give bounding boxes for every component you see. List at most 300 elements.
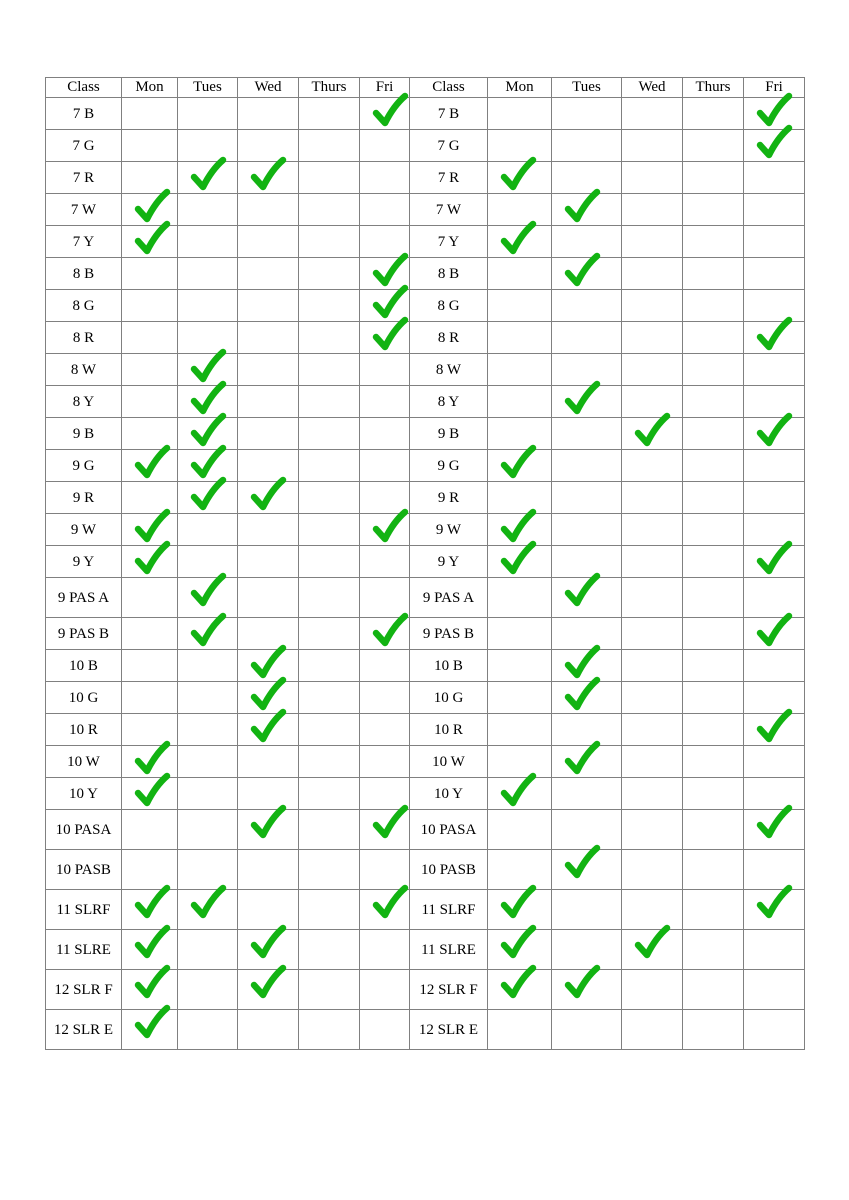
table-row <box>46 130 805 162</box>
wed-cell <box>622 682 683 714</box>
fri-cell <box>360 850 410 890</box>
fri-cell <box>360 546 410 578</box>
checkmark-icon <box>372 253 408 289</box>
header-row <box>46 78 805 98</box>
wed-cell <box>622 130 683 162</box>
fri-cell <box>744 970 805 1010</box>
tues-cell <box>552 418 622 450</box>
mon-cell <box>488 1010 552 1050</box>
fri-cell <box>744 322 805 354</box>
fri-cell <box>360 130 410 162</box>
thurs-cell <box>683 258 744 290</box>
thurs-cell <box>683 1010 744 1050</box>
table-row <box>46 450 805 482</box>
class-name-cell: 9 PAS B <box>46 618 122 650</box>
header-fri: Fri <box>744 78 805 98</box>
class-name-cell: 10 W <box>410 746 488 778</box>
mon-cell <box>122 810 178 850</box>
checkmark-icon <box>190 413 226 449</box>
tues-cell <box>178 650 238 682</box>
mon-cell <box>122 682 178 714</box>
wed-cell <box>238 482 299 514</box>
class-name-cell: 12 SLR E <box>410 1010 488 1050</box>
wed-cell <box>622 450 683 482</box>
thurs-cell <box>299 850 360 890</box>
fri-cell <box>744 194 805 226</box>
mon-cell <box>122 354 178 386</box>
mon-cell <box>122 226 178 258</box>
fri-cell <box>744 746 805 778</box>
mon-cell <box>122 618 178 650</box>
checkmark-icon <box>190 381 226 417</box>
tues-cell <box>178 578 238 618</box>
wed-cell <box>622 850 683 890</box>
wed-cell <box>622 578 683 618</box>
class-name-cell: 7 Y <box>46 226 122 258</box>
table-row <box>46 970 805 1010</box>
thurs-cell <box>299 650 360 682</box>
class-name-cell: 9 G <box>46 450 122 482</box>
class-name-cell: 9 PAS B <box>410 618 488 650</box>
mon-cell <box>488 386 552 418</box>
tues-cell <box>178 482 238 514</box>
checkmark-icon <box>500 445 536 481</box>
tues-cell <box>178 226 238 258</box>
class-name-cell: 8 G <box>410 290 488 322</box>
tues-cell <box>178 194 238 226</box>
thurs-cell <box>683 226 744 258</box>
wed-cell <box>622 482 683 514</box>
fri-cell <box>744 482 805 514</box>
table-row <box>46 386 805 418</box>
class-name-cell: 9 Y <box>46 546 122 578</box>
thurs-cell <box>683 682 744 714</box>
checkmark-icon <box>500 157 536 193</box>
fri-cell <box>360 162 410 194</box>
mon-cell <box>122 322 178 354</box>
class-name-cell: 7 Y <box>410 226 488 258</box>
wed-cell <box>238 322 299 354</box>
table-row <box>46 290 805 322</box>
thurs-cell <box>299 130 360 162</box>
class-name-cell: 9 R <box>46 482 122 514</box>
wed-cell <box>238 290 299 322</box>
header-fri: Fri <box>360 78 410 98</box>
wed-cell <box>238 354 299 386</box>
table-row <box>46 682 805 714</box>
class-name-cell: 8 Y <box>410 386 488 418</box>
table-row <box>46 618 805 650</box>
fri-cell <box>744 418 805 450</box>
mon-cell <box>122 930 178 970</box>
mon-cell <box>122 386 178 418</box>
class-name-cell: 7 R <box>410 162 488 194</box>
thurs-cell <box>299 354 360 386</box>
class-name-cell: 10 PASA <box>46 810 122 850</box>
table-row <box>46 578 805 618</box>
thurs-cell <box>299 578 360 618</box>
thurs-cell <box>299 514 360 546</box>
checkmark-icon <box>500 925 536 961</box>
mon-cell <box>488 450 552 482</box>
class-name-cell: 8 B <box>46 258 122 290</box>
thurs-cell <box>299 930 360 970</box>
thurs-cell <box>683 650 744 682</box>
class-name-cell: 11 SLRF <box>46 890 122 930</box>
thurs-cell <box>683 194 744 226</box>
header-class: Class <box>410 78 488 98</box>
checkmark-icon <box>564 845 600 881</box>
checkmark-icon <box>134 741 170 777</box>
mon-cell <box>488 618 552 650</box>
checkmark-icon <box>564 677 600 713</box>
fri-cell <box>744 354 805 386</box>
class-name-cell: 12 SLR F <box>46 970 122 1010</box>
wed-cell <box>622 714 683 746</box>
fri-cell <box>360 418 410 450</box>
wed-cell <box>622 98 683 130</box>
thurs-cell <box>683 890 744 930</box>
class-name-cell: 7 W <box>410 194 488 226</box>
class-name-cell: 9 W <box>410 514 488 546</box>
wed-cell <box>238 578 299 618</box>
mon-cell <box>122 258 178 290</box>
table-row <box>46 1010 805 1050</box>
wed-cell <box>238 890 299 930</box>
mon-cell <box>488 354 552 386</box>
mon-cell <box>122 650 178 682</box>
thurs-cell <box>683 514 744 546</box>
wed-cell <box>622 1010 683 1050</box>
mon-cell <box>122 850 178 890</box>
wed-cell <box>238 714 299 746</box>
class-name-cell: 11 SLRE <box>410 930 488 970</box>
wed-cell <box>622 290 683 322</box>
thurs-cell <box>299 810 360 850</box>
table-row <box>46 354 805 386</box>
mon-cell <box>122 1010 178 1050</box>
checkmark-icon <box>756 413 792 449</box>
table-row <box>46 226 805 258</box>
checkmark-icon <box>134 925 170 961</box>
fri-cell <box>360 98 410 130</box>
class-name-cell: 10 B <box>410 650 488 682</box>
checkmark-icon <box>250 477 286 513</box>
header-wed: Wed <box>238 78 299 98</box>
wed-cell <box>622 546 683 578</box>
tues-cell <box>178 930 238 970</box>
checkmark-icon <box>372 885 408 921</box>
tues-cell <box>552 290 622 322</box>
fri-cell <box>744 618 805 650</box>
table-row <box>46 810 805 850</box>
tues-cell <box>552 194 622 226</box>
checkmark-icon <box>134 773 170 809</box>
header-tues: Tues <box>178 78 238 98</box>
checkmark-icon <box>134 965 170 1001</box>
fri-cell <box>744 450 805 482</box>
header-mon: Mon <box>122 78 178 98</box>
thurs-cell <box>683 746 744 778</box>
mon-cell <box>488 850 552 890</box>
checkmark-icon <box>250 157 286 193</box>
checkmark-icon <box>190 885 226 921</box>
class-name-cell: 10 PASB <box>410 850 488 890</box>
checkmark-icon <box>134 1005 170 1041</box>
wed-cell <box>622 930 683 970</box>
class-name-cell: 8 Y <box>46 386 122 418</box>
thurs-cell <box>683 850 744 890</box>
mon-cell <box>122 778 178 810</box>
checkmark-icon <box>564 189 600 225</box>
fri-cell <box>360 194 410 226</box>
checkmark-icon <box>756 125 792 161</box>
wed-cell <box>238 226 299 258</box>
tues-cell <box>552 778 622 810</box>
tues-cell <box>552 482 622 514</box>
tues-cell <box>552 970 622 1010</box>
fri-cell <box>744 130 805 162</box>
checkmark-icon <box>190 613 226 649</box>
table-row <box>46 778 805 810</box>
checkmark-icon <box>634 413 670 449</box>
class-name-cell: 8 R <box>46 322 122 354</box>
thurs-cell <box>299 714 360 746</box>
class-name-cell: 10 B <box>46 650 122 682</box>
checkmark-icon <box>500 541 536 577</box>
fri-cell <box>360 930 410 970</box>
checkmark-icon <box>500 509 536 545</box>
mon-cell <box>122 890 178 930</box>
thurs-cell <box>683 450 744 482</box>
fri-cell <box>360 386 410 418</box>
tues-cell <box>178 890 238 930</box>
header-wed: Wed <box>622 78 683 98</box>
checkmark-icon <box>134 509 170 545</box>
mon-cell <box>488 546 552 578</box>
class-name-cell: 8 W <box>46 354 122 386</box>
checkmark-icon <box>634 925 670 961</box>
checkmark-icon <box>564 741 600 777</box>
thurs-cell <box>683 482 744 514</box>
wed-cell <box>622 354 683 386</box>
checkmark-icon <box>250 677 286 713</box>
wed-cell <box>622 650 683 682</box>
checkmark-icon <box>756 93 792 129</box>
tues-cell <box>552 322 622 354</box>
fri-cell <box>744 162 805 194</box>
class-name-cell: 9 B <box>46 418 122 450</box>
thurs-cell <box>299 194 360 226</box>
fri-cell <box>360 714 410 746</box>
fri-cell <box>360 578 410 618</box>
wed-cell <box>238 162 299 194</box>
table-row <box>46 258 805 290</box>
tues-cell <box>178 746 238 778</box>
class-name-cell: 7 R <box>46 162 122 194</box>
thurs-cell <box>683 354 744 386</box>
class-name-cell: 10 PASA <box>410 810 488 850</box>
class-name-cell: 10 W <box>46 746 122 778</box>
thurs-cell <box>683 778 744 810</box>
tues-cell <box>178 810 238 850</box>
mon-cell <box>488 890 552 930</box>
table-row <box>46 650 805 682</box>
wed-cell <box>622 618 683 650</box>
class-name-cell: 12 SLR E <box>46 1010 122 1050</box>
thurs-cell <box>299 226 360 258</box>
checkmark-icon <box>564 573 600 609</box>
checkmark-icon <box>372 613 408 649</box>
fri-cell <box>744 546 805 578</box>
thurs-cell <box>683 130 744 162</box>
mon-cell <box>488 682 552 714</box>
wed-cell <box>622 322 683 354</box>
header-class: Class <box>46 78 122 98</box>
checkmark-icon <box>250 709 286 745</box>
checkmark-icon <box>564 253 600 289</box>
wed-cell <box>238 546 299 578</box>
class-name-cell: 7 G <box>410 130 488 162</box>
tues-cell <box>552 930 622 970</box>
checkmark-icon <box>756 541 792 577</box>
thurs-cell <box>683 810 744 850</box>
class-name-cell: 12 SLR F <box>410 970 488 1010</box>
thurs-cell <box>299 322 360 354</box>
thurs-cell <box>299 290 360 322</box>
fri-cell <box>360 890 410 930</box>
tues-cell <box>552 810 622 850</box>
thurs-cell <box>299 546 360 578</box>
wed-cell <box>238 1010 299 1050</box>
fri-cell <box>360 746 410 778</box>
checkmark-icon <box>134 885 170 921</box>
class-name-cell: 9 B <box>410 418 488 450</box>
thurs-cell <box>683 386 744 418</box>
checkmark-icon <box>564 965 600 1001</box>
checkmark-icon <box>756 317 792 353</box>
checkmark-icon <box>372 805 408 841</box>
fri-cell <box>360 650 410 682</box>
class-name-cell: 8 B <box>410 258 488 290</box>
tues-cell <box>178 162 238 194</box>
class-name-cell: 9 G <box>410 450 488 482</box>
fri-cell <box>360 970 410 1010</box>
class-name-cell: 10 Y <box>410 778 488 810</box>
thurs-cell <box>299 618 360 650</box>
wed-cell <box>238 418 299 450</box>
class-name-cell: 7 B <box>46 98 122 130</box>
header-thurs: Thurs <box>299 78 360 98</box>
thurs-cell <box>299 890 360 930</box>
thurs-cell <box>683 578 744 618</box>
wed-cell <box>622 226 683 258</box>
tues-cell <box>178 850 238 890</box>
wed-cell <box>238 386 299 418</box>
wed-cell <box>238 850 299 890</box>
checkmark-icon <box>500 221 536 257</box>
wed-cell <box>622 810 683 850</box>
tues-cell <box>552 850 622 890</box>
wed-cell <box>238 810 299 850</box>
checkmark-icon <box>372 93 408 129</box>
thurs-cell <box>683 546 744 578</box>
class-name-cell: 7 W <box>46 194 122 226</box>
checkmark-icon <box>250 805 286 841</box>
class-name-cell: 9 R <box>410 482 488 514</box>
checkmark-icon <box>134 221 170 257</box>
checkmark-icon <box>372 317 408 353</box>
fri-cell <box>744 578 805 618</box>
wed-cell <box>622 258 683 290</box>
fri-cell <box>360 322 410 354</box>
class-name-cell: 8 R <box>410 322 488 354</box>
class-name-cell: 10 R <box>410 714 488 746</box>
wed-cell <box>622 194 683 226</box>
fri-cell <box>744 1010 805 1050</box>
thurs-cell <box>299 778 360 810</box>
checkmark-icon <box>372 285 408 321</box>
fri-cell <box>360 682 410 714</box>
class-name-cell: 7 B <box>410 98 488 130</box>
thurs-cell <box>683 714 744 746</box>
thurs-cell <box>299 970 360 1010</box>
thurs-cell <box>299 682 360 714</box>
tues-cell <box>552 130 622 162</box>
table-row <box>46 322 805 354</box>
class-name-cell: 7 G <box>46 130 122 162</box>
fri-cell <box>360 354 410 386</box>
mon-cell <box>488 162 552 194</box>
fri-cell <box>744 226 805 258</box>
class-name-cell: 10 PASB <box>46 850 122 890</box>
fri-cell <box>360 450 410 482</box>
mon-cell <box>122 98 178 130</box>
thurs-cell <box>299 746 360 778</box>
mon-cell <box>122 546 178 578</box>
thurs-cell <box>683 162 744 194</box>
checkmark-icon <box>190 477 226 513</box>
checkmark-icon <box>500 773 536 809</box>
table-row <box>46 850 805 890</box>
wed-cell <box>238 98 299 130</box>
fri-cell <box>744 810 805 850</box>
wed-cell <box>238 930 299 970</box>
tues-cell <box>552 258 622 290</box>
mon-cell <box>488 578 552 618</box>
mon-cell <box>488 226 552 258</box>
mon-cell <box>488 290 552 322</box>
thurs-cell <box>683 290 744 322</box>
mon-cell <box>488 970 552 1010</box>
fri-cell <box>744 258 805 290</box>
class-day-timetable <box>45 77 805 1050</box>
table-body <box>46 98 805 1050</box>
table-row <box>46 546 805 578</box>
tues-cell <box>552 98 622 130</box>
thurs-cell <box>683 322 744 354</box>
mon-cell <box>488 258 552 290</box>
checkmark-icon <box>250 965 286 1001</box>
tues-cell <box>178 1010 238 1050</box>
mon-cell <box>488 322 552 354</box>
wed-cell <box>622 778 683 810</box>
thurs-cell <box>683 98 744 130</box>
thurs-cell <box>299 450 360 482</box>
wed-cell <box>238 194 299 226</box>
tues-cell <box>552 746 622 778</box>
checkmark-icon <box>134 189 170 225</box>
